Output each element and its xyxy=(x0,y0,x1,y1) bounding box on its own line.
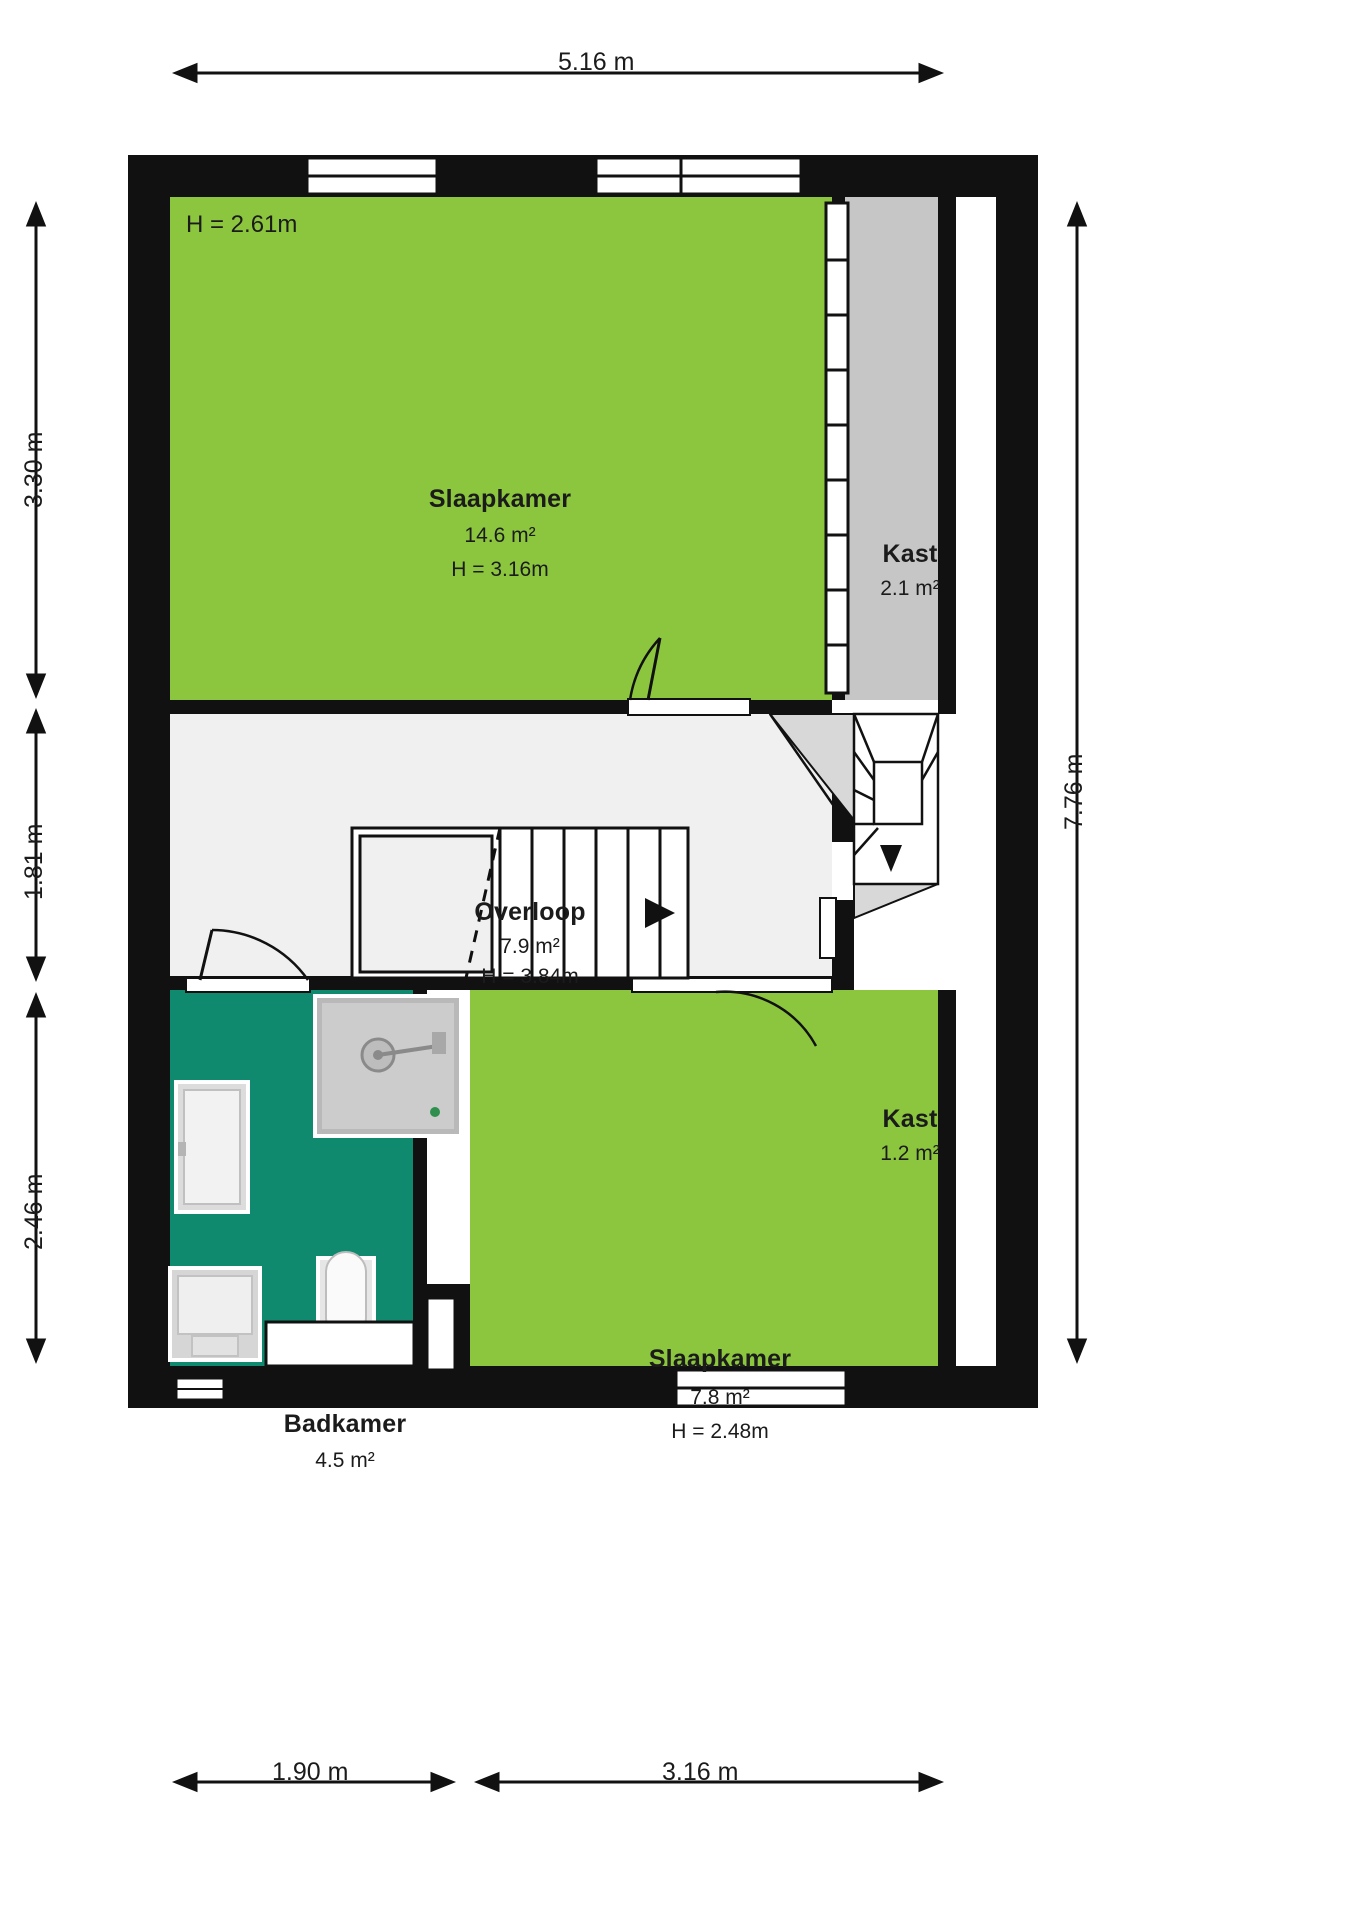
room-name: Kast xyxy=(882,540,938,568)
room-fill-slaapkamer-bottom xyxy=(470,990,938,1382)
staircase-winder xyxy=(854,714,938,884)
room-label-slaapkamer-top xyxy=(320,485,680,582)
dimension-left-bottom: 2.46 m xyxy=(20,1173,48,1250)
closet-sliding-doors xyxy=(826,203,848,693)
dimension-top: 5.16 m xyxy=(558,48,635,76)
bathtub xyxy=(176,1082,248,1212)
window-top-left xyxy=(307,158,437,194)
ceiling-height-note: H = 2.61m xyxy=(186,211,298,238)
shower-cabin xyxy=(315,996,461,1136)
room-area: 7.9 m² xyxy=(500,935,560,958)
room-label-slaapkamer-bottom xyxy=(560,1345,880,1444)
bath-small-cabinet xyxy=(427,1298,455,1370)
room-area: 4.5 m² xyxy=(315,1449,375,1472)
room-area: 2.1 m² xyxy=(880,577,940,600)
room-name: Badkamer xyxy=(283,1410,407,1438)
dimension-left-mid: 1.81 m xyxy=(20,823,48,900)
washbasin xyxy=(170,1268,260,1360)
vanity-counter xyxy=(266,1322,414,1366)
window-top-right xyxy=(596,158,801,194)
dimension-bottom-right: 3.16 m xyxy=(662,1758,739,1786)
room-name: Slaapkamer xyxy=(428,485,572,513)
room-name: Kast xyxy=(882,1105,938,1133)
room-area: 1.2 m² xyxy=(880,1142,940,1165)
room-label-kast-bottom xyxy=(830,1105,990,1166)
room-height: H = 2.48m xyxy=(671,1420,769,1443)
dimension-left-top: 3.30 m xyxy=(20,431,48,508)
room-fill-slaapkamer-top xyxy=(170,197,832,700)
room-height: H = 3.84m xyxy=(481,965,579,988)
room-label-overloop xyxy=(370,898,690,989)
room-label-kast-top xyxy=(830,540,990,601)
vent-bottom-left xyxy=(176,1378,224,1400)
room-height: H = 3.16m xyxy=(451,558,549,581)
room-area: 7.8 m² xyxy=(690,1386,750,1409)
dimension-bottom-left: 1.90 m xyxy=(272,1758,349,1786)
room-fill-kast-top xyxy=(845,197,938,700)
room-name: Overloop xyxy=(474,898,586,926)
room-name: Slaapkamer xyxy=(648,1345,792,1373)
dimension-right: 7.76 m xyxy=(1060,753,1088,830)
room-label-badkamer xyxy=(205,1410,485,1473)
room-area: 14.6 m² xyxy=(464,524,536,547)
